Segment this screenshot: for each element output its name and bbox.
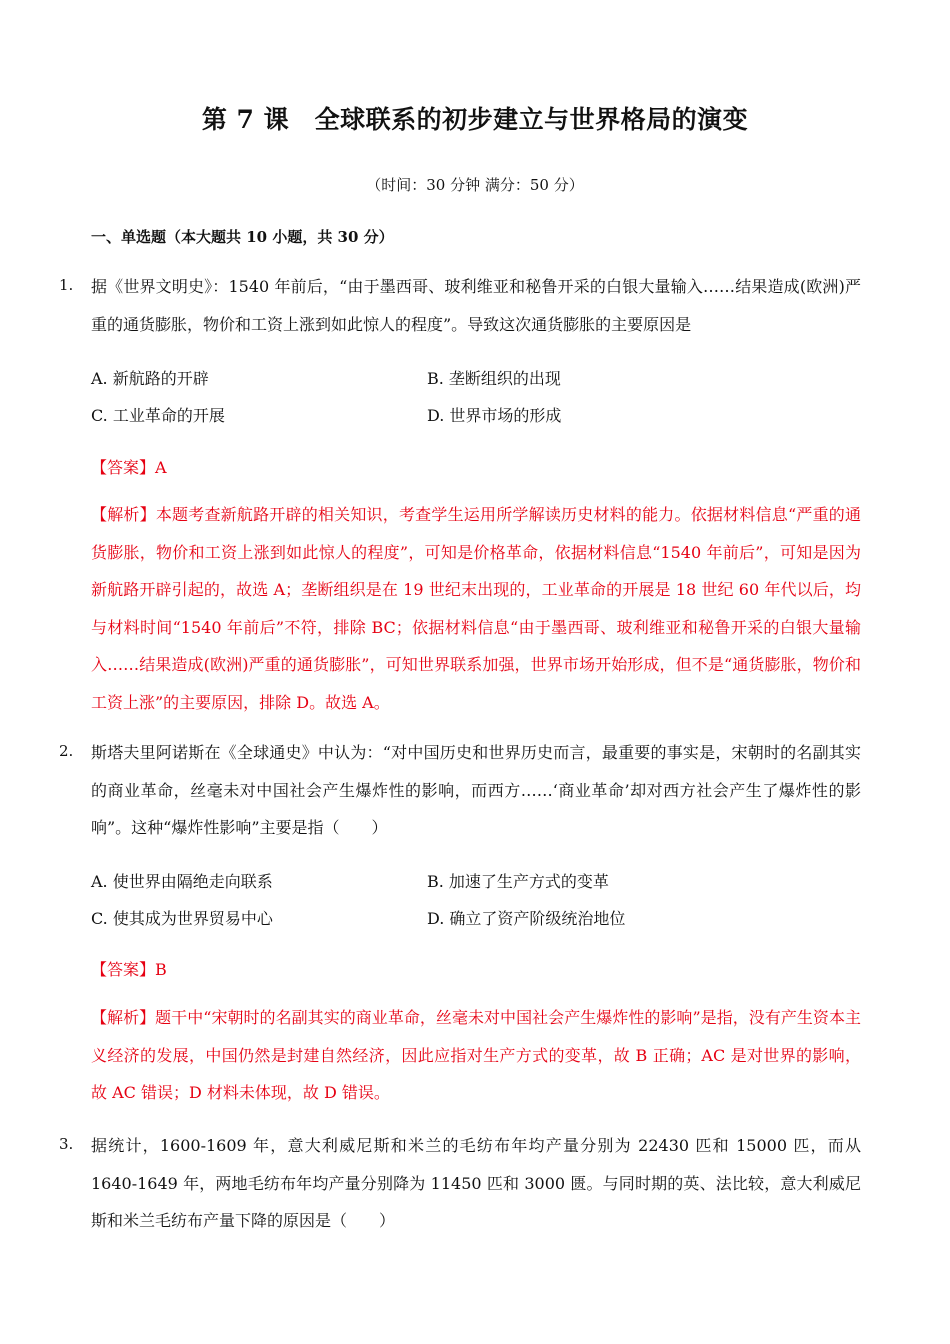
option-d: D. 确立了资产阶级统治地位 [427,909,626,928]
question-stem: 据统计，1600-1609 年，意大利威尼斯和米兰的毛纺布年均产量分别为 22430 匹和 15000 匹，而从 1640-1649 年，两地毛纺布年均产量分别降为 11450 匹和 3000 匮。与同时期的英、法比较，意大利威尼斯和米兰毛纺布产量下降的原因是（ ） [91,1136,861,1230]
option-d: D. 世界市场的形成 [427,406,562,425]
answer-label: 【答案】A [91,458,167,477]
option-c: C. 工业革命的开展 [91,406,225,425]
analysis-text: 【解析】本题考查新航路开辟的相关知识，考查学生运用所学解读历史材料的能力。依据材料信息“严重的通货膨胀，物价和工资上涨到如此惊人的程度”，可知是价格革命，依据材料信息“1540 年前后”，可知是因为新航路开辟引起的，故选 A；垄断组织是在 19 世纪末出现的，工业革命的开展是 18 世纪 60 年代以后，均与材料时间“1540 年前后”不符，排除 BC；依据材料信息“由于墨西哥、玻利维亚和秘鲁开采的白银大量输入……结果造成(欧洲)严重的通货膨胀”，可知世界联系加强，世界市场开始形成，但不是“通货膨胀，物价和工资上涨”的主要原因，排除 D。故选 A。 [91,505,861,712]
question-number: 2. [59,742,74,760]
section-heading: 一、单选题（本大题共 10 小题，共 30 分） [91,228,394,246]
option-b: B. 垄断组织的出现 [427,369,561,388]
question-stem: 斯塔夫里阿诺斯在《全球通史》中认为：“对中国历史和世界历史而言，最重要的事实是，宋朝时的名副其实的商业革命，丝毫未对中国社会产生爆炸性的影响，而西方……‘商业革命’却对西方社会产生了爆炸性的影响”。这种“爆炸性影响”主要是指（ ） [91,743,861,837]
answer-label: 【答案】B [91,960,167,979]
option-a: A. 使世界由隔绝走向联系 [91,872,273,891]
page-title: 第 7 课 全球联系的初步建立与世界格局的演变 [201,105,749,134]
option-b: B. 加速了生产方式的变革 [427,872,609,891]
question-number: 1. [59,276,74,294]
question-stem: 据《世界文明史》：1540 年前后，“由于墨西哥、玻利维亚和秘鲁开采的白银大量输入……结果造成(欧洲)严重的通货膨胀，物价和工资上涨到如此惊人的程度”。导致这次通货膨胀的主要原因是 [91,277,861,334]
option-a: A. 新航路的开辟 [91,369,209,388]
question-number: 3. [59,1135,74,1153]
analysis-text: 【解析】题干中“宋朝时的名副其实的商业革命，丝毫未对中国社会产生爆炸性的影响”是指，没有产生资本主义经济的发展，中国仍然是封建自然经济，因此应指对生产方式的变革，故 B 正确；AC 是对世界的影响，故 AC 错误；D 材料未体现，故 D 错误。 [91,1008,861,1102]
exam-time-score: （时间：30 分钟 满分：50 分） [366,176,584,194]
option-c: C. 使其成为世界贸易中心 [91,909,273,928]
